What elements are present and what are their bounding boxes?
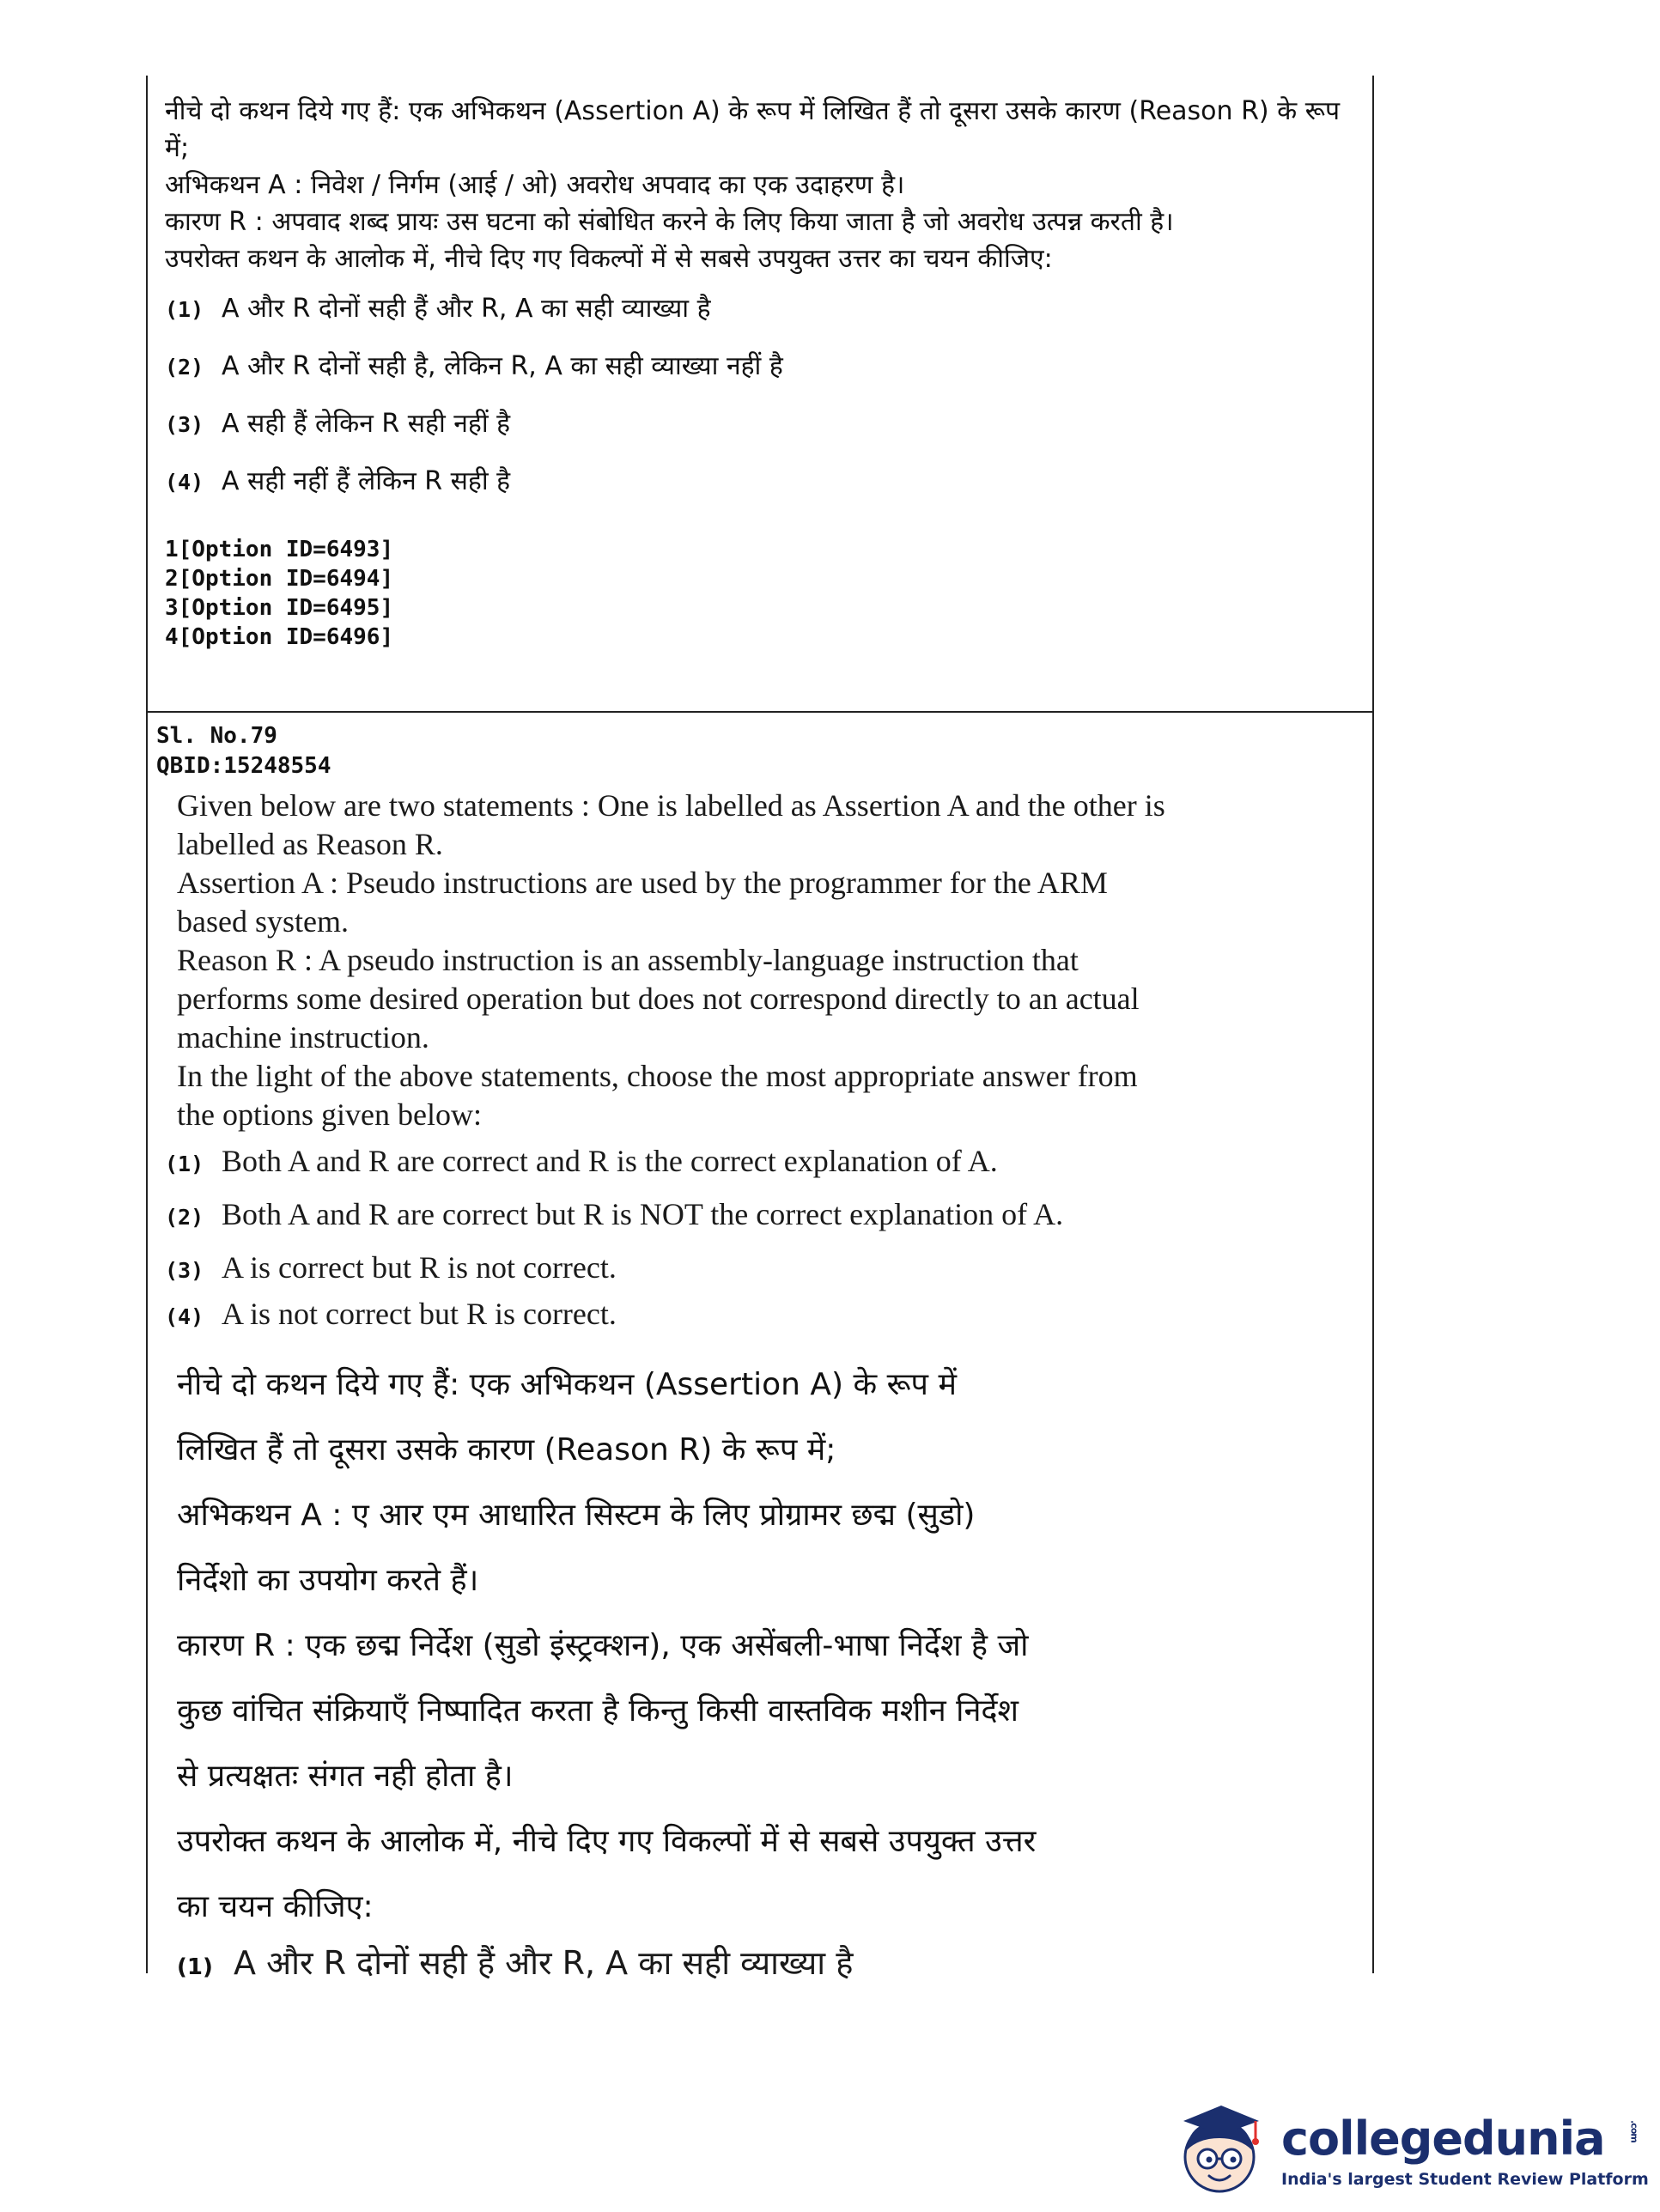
option-id-list: [165, 535, 1353, 652]
collegedunia-logo: [1171, 2095, 1649, 2207]
option-number: (4): [165, 470, 204, 495]
english-line: machine instruction.: [177, 1020, 429, 1054]
hindi-line: से प्रत्यक्षतः संगत नही हाेता है।: [177, 1759, 514, 1794]
english-line: In the light of the above statements, choose the most appropriate answer from: [177, 1059, 1138, 1093]
option-number: (2): [165, 355, 204, 380]
english-line: based system.: [177, 904, 349, 939]
option-number: (3): [165, 1258, 204, 1283]
logo-wordmark: [1281, 2113, 1660, 2165]
question-frame: [146, 76, 1374, 1982]
hindi-line: कारण R : एक छद्म निर्देश (सुडो इंस्ट्रक्शन), एक असेंबली-भाषा निर्देश है जो: [177, 1628, 1029, 1663]
hindi-line: निर्देशो का उपयोग करते हैं।: [177, 1563, 479, 1598]
option-text: A और R दोनों सही हैं और R, A का सही व्याख्या है: [222, 294, 711, 324]
hindi-question: [177, 1352, 1353, 1940]
logo-text: [1281, 2113, 1660, 2189]
hindi-line: उपरोक्त कथन के आलोक में, नीचे दिए गए विकल्पों में से सबसे उपयुक्त उत्तर: [177, 1824, 1037, 1859]
option-text: Both A and R are correct but R is NOT the correct explanation of A.: [222, 1197, 1064, 1231]
option-number: (4): [165, 1304, 204, 1329]
option-id: 3[Option ID=6495]: [165, 595, 394, 621]
option-item: [165, 462, 1353, 520]
option-item: [165, 347, 1353, 404]
hindi-line: नीचे दो कथन दिये गए हैं: एक अभिकथन (Assertion A) के रूप में: [177, 1367, 957, 1402]
previous-question-block: [148, 93, 1372, 652]
english-line: Reason R : A pseudo instruction is an assembly-language instruction that: [177, 943, 1079, 977]
option-id: 4[Option ID=6496]: [165, 624, 394, 650]
option-item: [165, 289, 1353, 347]
option-text: A is correct but R is not correct.: [222, 1250, 617, 1285]
option-item: [165, 404, 1353, 462]
option-text: A सही हैं लेकिन R सही नहीं है: [222, 409, 511, 439]
english-line: Assertion A : Pseudo instructions are used by the programmer for the ARM: [177, 866, 1108, 900]
english-options-list: [165, 1143, 1353, 1342]
english-line: Given below are two statements : One is labelled as Assertion A and the other is: [177, 788, 1165, 823]
hindi-option-item: [177, 1940, 1353, 1984]
student-mascot-icon: [1171, 2100, 1273, 2202]
question-divider: [146, 711, 1374, 713]
option-id: 2[Option ID=6494]: [165, 566, 394, 592]
option-number: (2): [165, 1205, 204, 1230]
option-text: A और R दोनों सही हैं और R, A का सही व्याख्या है: [234, 1944, 854, 1982]
english-line: the options given below:: [177, 1097, 482, 1132]
hindi-line: अभिकथन A : ए आर एम आधारित सिस्टम के लिए प्रोग्रामर छद्म (सुडो): [177, 1498, 976, 1533]
option-number: (1): [165, 1152, 204, 1176]
english-line: performs some desired operation but does not correspond directly to an actual: [177, 981, 1140, 1016]
serial-number: Sl. No.79: [156, 723, 277, 749]
option-number: (3): [165, 412, 204, 437]
hindi-line: का चयन कीजिए:: [177, 1889, 374, 1924]
english-question: [177, 787, 1353, 1134]
option-number: (1): [165, 297, 204, 322]
option-item: [165, 1143, 1353, 1196]
question-intro: नीचे दो कथन दिये गए हैं: एक अभिकथन (Assertion A) के रूप में लिखित हैं तो दूसरा उसके कारण (Reason R) के रूप में;: [165, 96, 1341, 163]
option-item: [165, 1249, 1353, 1296]
option-item: [165, 1196, 1353, 1249]
option-number: (1): [177, 1954, 213, 1980]
logo-domain-suffix: .com: [1628, 2120, 1640, 2142]
option-text: Both A and R are correct and R is the correct explanation of A.: [222, 1144, 998, 1178]
question-assertion: अभिकथन A : निवेश / निर्गम (आई / ओ) अवरोध अपवाद का एक उदाहरण है।: [165, 170, 905, 200]
hindi-line: कुछ वांचित संक्रियाएँ निष्पादित करता है किन्तु किसी वास्तविक मशीन निर्देश: [177, 1693, 1019, 1729]
question-instruction: उपरोक्त कथन के आलोक में, नीचे दिए गए विकल्पों में से सबसे उपयुक्त उत्तर का चयन कीजिए:: [165, 244, 1053, 274]
option-text: A और R दोनों सही है, लेकिन R, A का सही व्याख्या नहीं है: [222, 351, 783, 381]
question-79-block: [148, 721, 1372, 1984]
option-id: 1[Option ID=6493]: [165, 537, 394, 562]
logo-tagline: India's largest Student Review Platform: [1281, 2170, 1649, 2189]
hindi-line: लिखित हैं तो दूसरा उसके कारण (Reason R) के रूप में;: [177, 1432, 836, 1468]
option-text: A is not correct but R is correct.: [222, 1297, 617, 1331]
question-reason: कारण R : अपवाद शब्द प्रायः उस घटना को संबोधित करने के लिए किया जाता है जो अवरोध उत्पन्न करती है।: [165, 207, 1174, 237]
option-item: [165, 1296, 1353, 1342]
option-text: A सही नहीं हैं लेकिन R सही है: [222, 466, 511, 496]
options-list: [165, 289, 1353, 520]
logo-name: collegedunia: [1281, 2112, 1605, 2166]
qbid: QBID:15248554: [156, 753, 331, 779]
english-line: labelled as Reason R.: [177, 827, 443, 861]
